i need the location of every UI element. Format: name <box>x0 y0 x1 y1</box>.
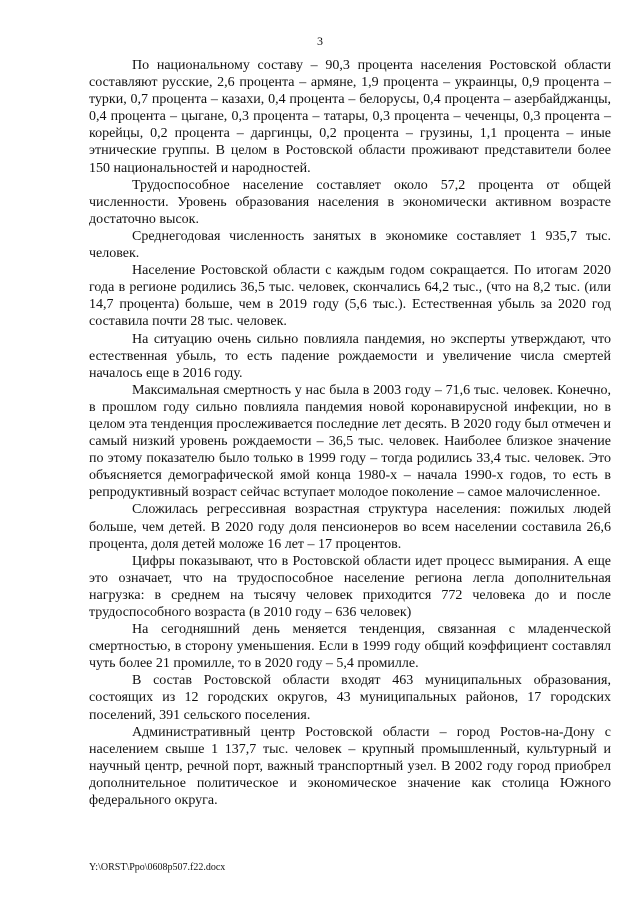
paragraph-national-composition: По национальному составу – 90,3 процента населения Ростовской области составляют русские, 2,6 процента – армяне, 1,9 процента – украинцы, 0,9 процента – турки, 0,7 процента – казахи, 0,4 процента – белорусы, 0,4 процента – азербайджанцы, 0,4 процента – цыгане, 0,3 процента – татары, 0,3 процента – чеченцы, 0,3 процента – корейцы, 0,2 процента – даргинцы, 0,2 процента – грузины, 1,1 процента – иные этнические группы. В целом в Ростовской области проживают представители более 150 национальностей и народностей. <box>89 58 611 176</box>
paragraph-municipalities: В состав Ростовской области входят 463 муниципальных образования, состоящих из 12 городских округов, 43 муниципальных районов, 17 городских поселений, 391 сельского поселения. <box>89 673 611 723</box>
paragraph-mortality: Максимальная смертность у нас была в 2003 году – 71,6 тыс. человек. Конечно, в прошлом году сильно повлияла пандемия новой коронавирусной инфекции, но в целом эта тенденция прослеживается последние лет десять. В 2020 году был отмечен и самый низкий уровень рождаемости – 36,5 тыс. человек. Наиболее близкое значение по этому показателю было только в 1999 году – тогда родились 33,4 тыс. человек. Это объясняется демографической ямой конца 1980-х – начала 1990-х годов, то есть в репродуктивный возраст сейчас вступает молодое поколение – самое малочисленное. <box>89 382 612 501</box>
document-body <box>89 57 611 809</box>
paragraph-employment: Среднегодовая численность занятых в экономике составляет 1 935,7 тыс. человек. <box>89 228 611 262</box>
paragraph-population-decline: Население Ростовской области с каждым годом сокращается. По итогам 2020 года в регионе родились 36,5 тыс. человек, скончались 64,2 тыс., (что на 8,2 тыс. (или 14,7 процента) больше, чем в 2019 году (5,6 тыс.). Естественная убыль за 2020 год составила почти 28 тыс. человек. <box>89 263 611 330</box>
paragraph-pandemic-impact: На ситуацию очень сильно повлияла пандемия, но эксперты утверждают, что естественная убыль, то есть падение рождаемости и увеличение числа смертей началось еще в 2016 году. <box>89 331 611 381</box>
paragraph-age-structure: Сложилась регрессивная возрастная структура населения: пожилых людей больше, чем детей. В 2020 году доля пенсионеров во всем населении составила 26,6 процента, доля детей моложе 16 лет – 17 процентов. <box>89 502 611 552</box>
paragraph-population-burden: Цифры показывают, что в Ростовской области идет процесс вымирания. А еще это означает, что на трудоспособное население региона легла дополнительная нагрузка: в среднем на тысячу человек приходится 772 человека до и после трудоспособного возраста (в 2010 году – 636 человек) <box>89 553 611 620</box>
paragraph-administrative-center: Административный центр Ростовской области – город Ростов-на-Дону с населением свыше 1 137,7 тыс. человек – крупный промышленный, культурный и научный центр, речной порт, важный транспортный узел. В 2002 году город приобрел дополнительное политическое и экономическое значение как столица Южного федерального округа. <box>89 724 611 809</box>
file-path-footer: Y:\ORST\Ppo\0608p507.f22.docx <box>89 862 226 873</box>
paragraph-infant-mortality: На сегодняшний день меняется тенденция, связанная с младенческой смертностью, в сторону уменьшения. Если в 1999 году общий коэффициент составлял чуть более 21 промилле, то в 2020 году – 5,4 промилле. <box>89 622 611 672</box>
page-number: 3 <box>317 34 323 48</box>
paragraph-working-age-population: Трудоспособное население составляет около 57,2 процента от общей численности. Уровень образования населения в экономически активном возрасте достаточно высок. <box>89 177 611 227</box>
